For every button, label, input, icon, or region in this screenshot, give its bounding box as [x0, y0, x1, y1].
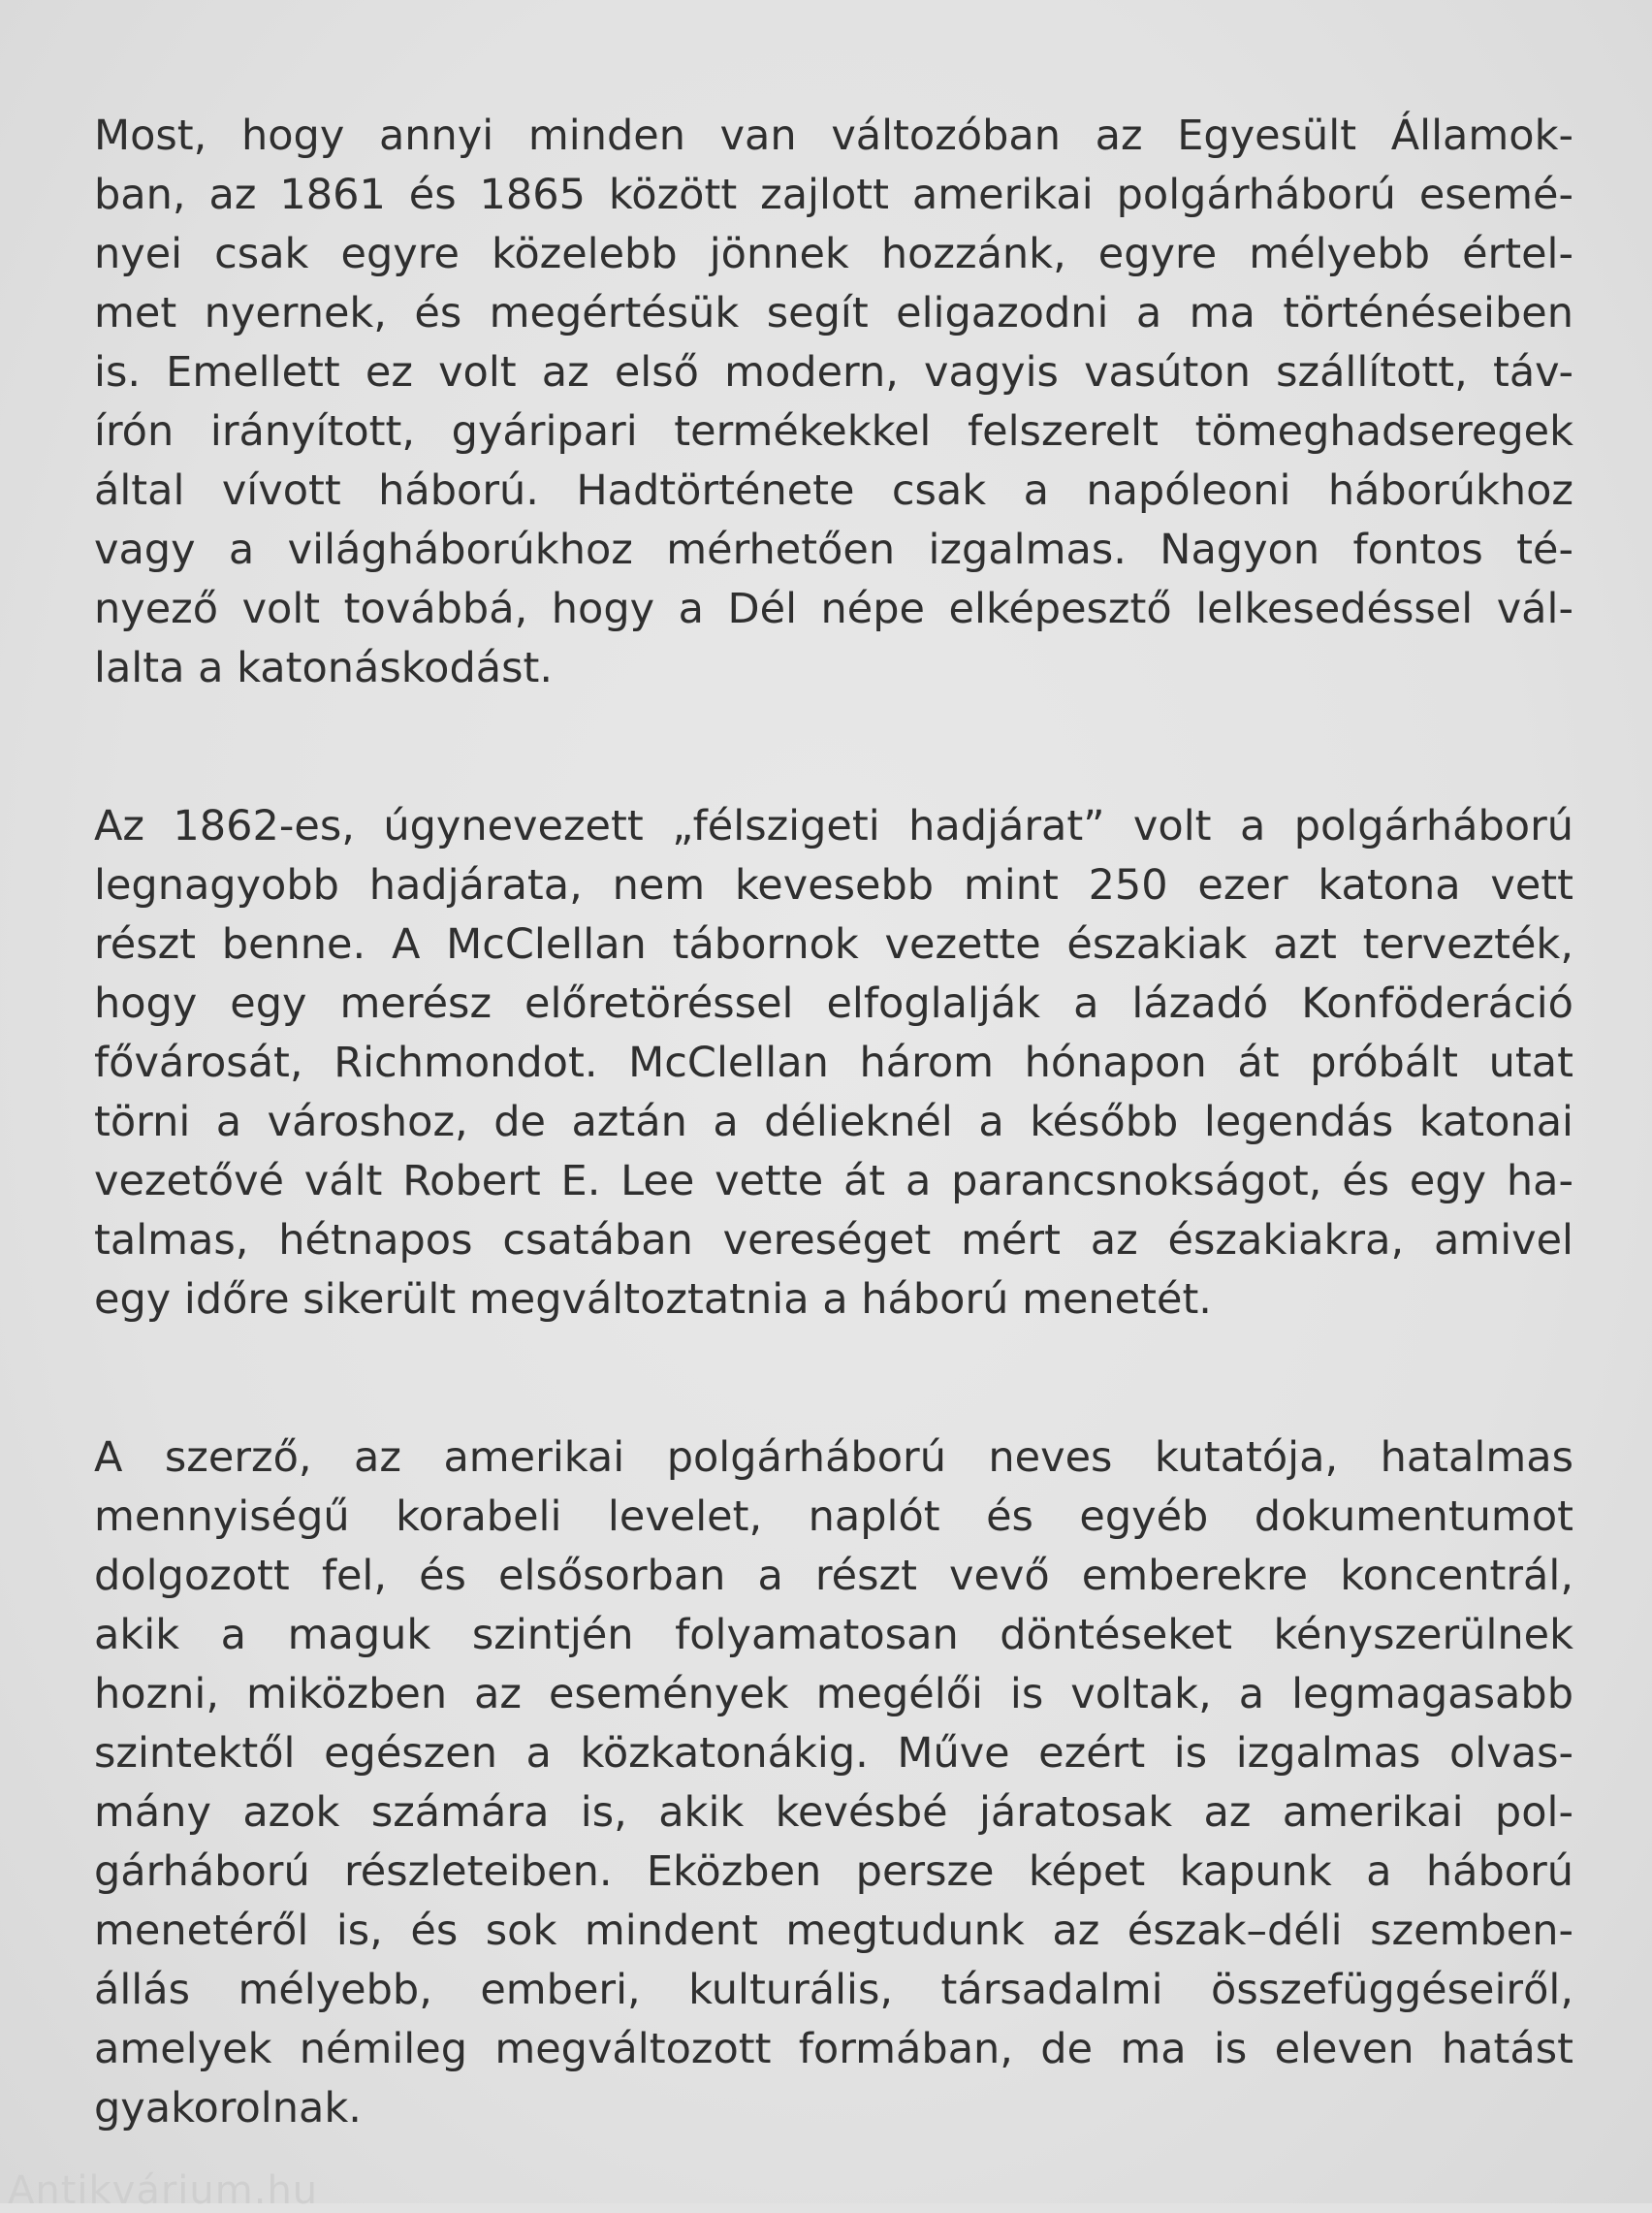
- text-line: talmas, hétnapos csatában vereséget mért az északiakra, amivel: [94, 1216, 1573, 1265]
- text-line: amelyek némileg megváltozott formában, de ma is eleven hatást: [94, 2025, 1573, 2073]
- text-line: dolgozott fel, és elsősorban a részt vevő emberekre koncentrál,: [94, 1552, 1573, 1600]
- text-line: hozni, miközben az események megélői is voltak, a legmagasabb: [94, 1670, 1573, 1718]
- text-line: törni a városhoz, de aztán a délieknél a később legendás katonai: [94, 1098, 1573, 1146]
- watermark: Antikvárium.hu: [8, 2168, 319, 2213]
- blurb-text: [94, 107, 1573, 2138]
- text-line: szintektől egészen a közkatonákig. Műve ezért is izgalmas olvas-: [94, 1729, 1573, 1778]
- text-line: met nyernek, és megértésük segít eligazodni a ma történéseiben: [94, 289, 1573, 337]
- text-line: gárháború részleteiben. Eközben persze képet kapunk a háború: [94, 1847, 1573, 1896]
- paragraph-2: [94, 797, 1573, 1330]
- text-line: lalta a katonáskodást.: [94, 644, 554, 692]
- paragraph-spacer: [94, 698, 1573, 797]
- paragraph-3: [94, 1428, 1573, 2138]
- text-line: részt benne. A McClellan tábornok vezette északiak azt tervezték,: [94, 920, 1573, 969]
- text-line: Az 1862-es, úgynevezett „félszigeti hadjárat” volt a polgárháború: [94, 802, 1573, 850]
- paragraph-spacer: [94, 1330, 1573, 1428]
- text-line: akik a maguk szintjén folyamatosan döntéseket kényszerülnek: [94, 1611, 1573, 1659]
- text-line: egy időre sikerült megváltoztatnia a háború menetét.: [94, 1275, 1212, 1324]
- text-line: vagy a világháborúkhoz mérhetően izgalmas. Nagyon fontos té-: [94, 526, 1573, 574]
- text-line: gyakorolnak.: [94, 2084, 362, 2133]
- text-line: nyei csak egyre közelebb jönnek hozzánk, egyre mélyebb értel-: [94, 230, 1573, 278]
- text-line: A szerző, az amerikai polgárháború neves kutatója, hatalmas: [94, 1433, 1573, 1482]
- text-line: nyező volt továbbá, hogy a Dél népe elképesztő lelkesedéssel vál-: [94, 585, 1573, 633]
- text-line: állás mélyebb, emberi, kulturális, társadalmi összefüggéseiről,: [94, 1966, 1573, 2014]
- text-line: vezetővé vált Robert E. Lee vette át a parancsnokságot, és egy ha-: [94, 1157, 1573, 1205]
- paragraph-1: [94, 107, 1573, 698]
- text-line: Most, hogy annyi minden van változóban az Egyesült Államok-: [94, 112, 1573, 160]
- text-line: mány azok számára is, akik kevésbé járatosak az amerikai pol-: [94, 1788, 1573, 1837]
- text-line: legnagyobb hadjárata, nem kevesebb mint 250 ezer katona vett: [94, 861, 1573, 910]
- text-line: írón irányított, gyáripari termékekkel felszerelt tömeghadseregek: [94, 407, 1573, 456]
- text-line: hogy egy merész előretöréssel elfoglalják a lázadó Konföderáció: [94, 979, 1573, 1028]
- text-line: által vívott háború. Hadtörténete csak a napóleoni háborúkhoz: [94, 466, 1573, 515]
- text-line: fővárosát, Richmondot. McClellan három hónapon át próbált utat: [94, 1039, 1573, 1087]
- text-line: ban, az 1861 és 1865 között zajlott amerikai polgárháború esemé-: [94, 171, 1573, 219]
- text-line: mennyiségű korabeli levelet, naplót és egyéb dokumentumot: [94, 1492, 1573, 1541]
- text-line: is. Emellett ez volt az első modern, vagyis vasúton szállított, táv-: [94, 348, 1573, 397]
- text-line: menetéről is, és sok mindent megtudunk az észak–déli szemben-: [94, 1907, 1573, 1955]
